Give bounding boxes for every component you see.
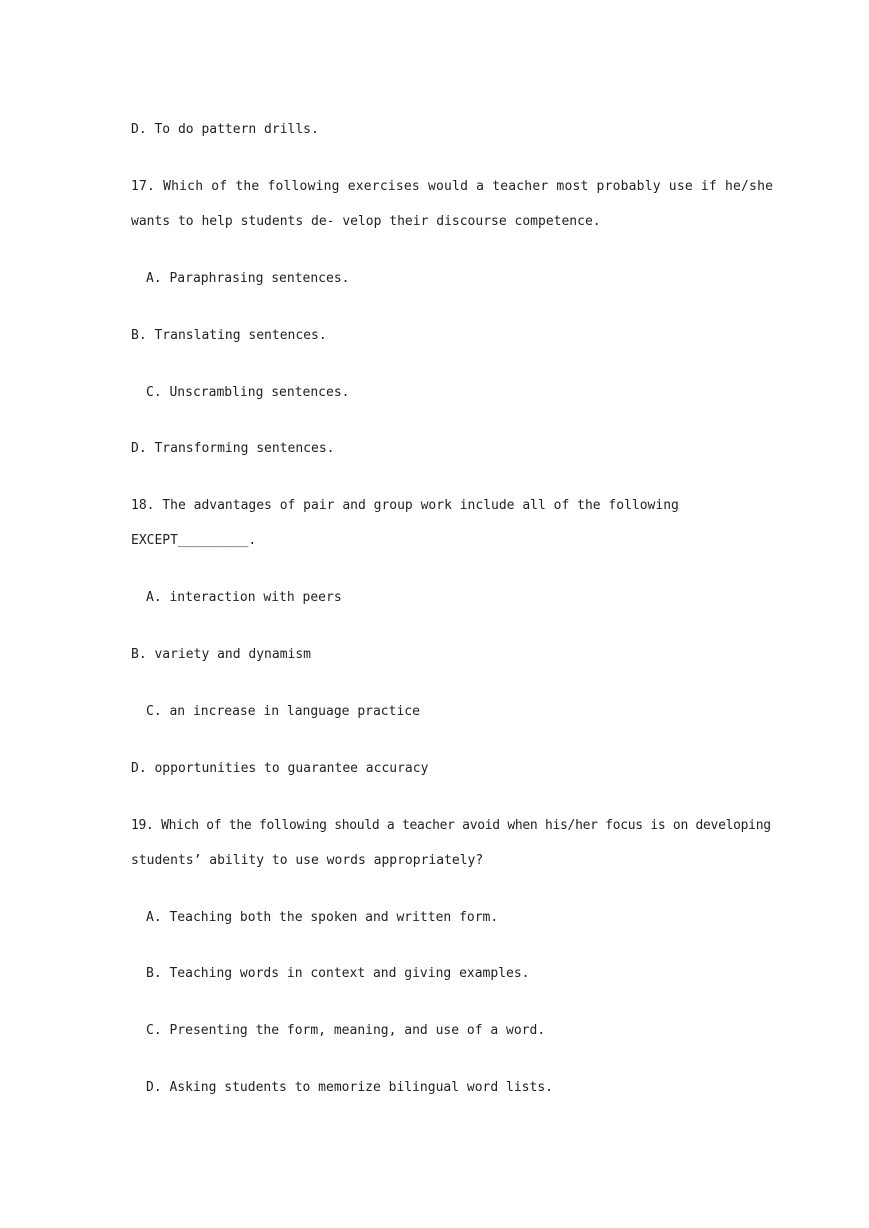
q19-option-b: B. Teaching words in context and giving examples.: [146, 966, 530, 981]
q17-question-line-1: 17. Which of the following exercises would a teacher most probably use if he/she: [131, 179, 774, 194]
q19-option-c: C. Presenting the form, meaning, and use of a word.: [146, 1023, 546, 1038]
q19-option-d: D. Asking students to memorize bilingual word lists.: [146, 1080, 553, 1095]
q18-option-a: A. interaction with peers: [146, 590, 342, 605]
q17-option-d: D. Transforming sentences.: [131, 441, 335, 456]
q17-option-b: B. Translating sentences.: [131, 328, 327, 343]
q17-option-a: A. Paraphrasing sentences.: [146, 271, 350, 286]
q19-option-a: A. Teaching both the spoken and written form.: [146, 910, 499, 925]
q18-option-b: B. variety and dynamism: [131, 647, 312, 662]
q18-question-line-2: EXCEPT_________.: [131, 533, 257, 548]
q18-option-c: C. an increase in language practice: [146, 704, 420, 719]
q18-question-line-1: 18. The advantages of pair and group work include all of the following: [131, 498, 679, 513]
q19-question-line-1: 19. Which of the following should a teacher avoid when his/her focus is on developing: [131, 818, 771, 833]
q16-option-d: D. To do pattern drills.: [131, 122, 319, 137]
q18-option-d: D. opportunities to guarantee accuracy: [131, 761, 429, 776]
q19-question-line-2: students’ ability to use words appropriately?: [131, 853, 484, 868]
q17-question-line-2: wants to help students de- velop their discourse competence.: [131, 214, 601, 229]
q17-option-c: C. Unscrambling sentences.: [146, 385, 350, 400]
